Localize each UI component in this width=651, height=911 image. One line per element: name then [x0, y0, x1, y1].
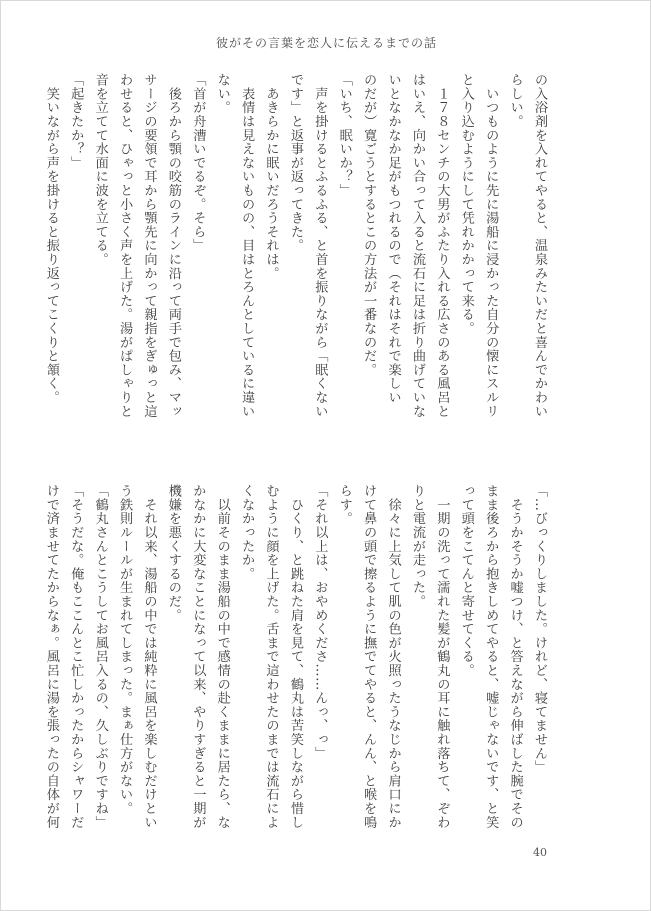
text-line: ひくり、と跳ねた肩を見て、鶴丸は苦笑しながら惜し — [287, 484, 303, 829]
text-line: いとなかなか足がもつれるので（それはそれで楽しい — [385, 73, 401, 405]
text-line: と入り込むようにして凭れかかって来る。 — [458, 73, 474, 336]
text-line: 「いち、眠いか？」 — [336, 73, 352, 198]
text-line: りと電流が走った。 — [409, 484, 425, 609]
text-line: 一期の洗って濡れた髪が鶴丸の耳に触れ落ちて、ぞわ — [434, 484, 450, 829]
text-line: １７８センチの大男がふたり入れる広さのある風呂と — [434, 73, 450, 418]
text-block-bottom — [43, 484, 551, 839]
text-line: らす。 — [336, 484, 352, 526]
text-line: 後ろから顎の咬筋のラインに沿って両手で包み、マッ — [165, 73, 181, 418]
text-block-top — [43, 73, 551, 428]
text-line: う鉄則ルールが生まれてしまった。まぁ仕方がない。 — [117, 484, 133, 816]
text-line: 「それ以上は、おやめくださ……んっ、っ」 — [312, 484, 328, 760]
text-line: あきらかに眠いだろうそれは。 — [263, 73, 279, 280]
text-line: 表情は見えないものの、目はとろんとしているに違い — [239, 73, 255, 418]
text-line: いつものように先に湯船に浸かった自分の懐にスルリ — [483, 73, 499, 418]
text-line: 笑いながら声を掛けると振り返ってこくりと頷く。 — [43, 73, 59, 405]
text-line: むように顔を上げた。舌まで這わせたのまでは流石によ — [263, 484, 279, 829]
text-line: サージの要領で耳から顎先に向かって親指をぎゅっと這 — [141, 73, 157, 418]
text-line: けで済ませてたからなぁ。風呂に湯を張ったの自体が何 — [43, 484, 59, 829]
text-line: そうかそうか嘘つけ、と答えながら伸ばした腕でその — [507, 484, 523, 829]
text-line: 徐々に上気して肌の色が火照ったうなじから肩口にか — [385, 484, 401, 829]
text-line: 「そうだな。俺もここんとこ忙しかったからシャワーだ — [68, 484, 84, 829]
text-line: 声を掛けるとふるふる、と首を振りながら「眠くない — [312, 73, 328, 418]
text-line: 機嫌を悪くするのだ。 — [165, 484, 181, 622]
text-line: 「…びっくりしました。けれど、寝てません」 — [532, 484, 547, 774]
text-line: 音を立てて水面に波を立てる。 — [92, 73, 108, 267]
text-line: くなかったか。 — [239, 484, 255, 581]
text-line: はいえ、向かい合って入ると流石に足は折り曲げていな — [409, 73, 425, 418]
text-line: のだが）寛ごうとするとこの方法が一番なのだ。 — [361, 73, 377, 377]
text-line: 「起きたか？」 — [68, 73, 84, 170]
text-line: けて鼻の頭で擦るように撫でてやると、んん、と喉を鳴 — [361, 484, 377, 829]
text-line: 「鶴丸さんとこうしてお風呂入るの、久しぶりですね」 — [92, 484, 108, 829]
page-number: 40 — [533, 846, 547, 859]
text-line: らしい。 — [507, 73, 523, 129]
text-line: それ以来、湯船の中では純粋に風呂を楽しむだけとい — [141, 484, 157, 829]
text-line: 「首が舟漕いでるぞ。そら」 — [190, 73, 206, 253]
text-line: かなかに大変なことになって以来、やりすぎると一期が — [190, 484, 206, 829]
text-line: ない。 — [214, 73, 230, 115]
text-line: って頭をこてんと寄せてくる。 — [458, 484, 474, 678]
text-line: わせると、ひゃっと小さく声を上げた。湯がぱしゃりと — [117, 73, 133, 418]
text-line: の入浴剤を入れてやると、温泉みたいだと喜んでかわい — [532, 73, 547, 418]
text-line: 以前そのまま湯船の中で感情の赴くままに居たら、な — [214, 484, 230, 829]
running-header-title: 彼がその言葉を恋人に伝えるまでの話 — [215, 36, 437, 50]
text-line: まま後ろから抱きしめてやると、嘘じゃないです、と笑 — [483, 484, 499, 829]
text-line: です」と返事が返ってきた。 — [287, 73, 303, 253]
